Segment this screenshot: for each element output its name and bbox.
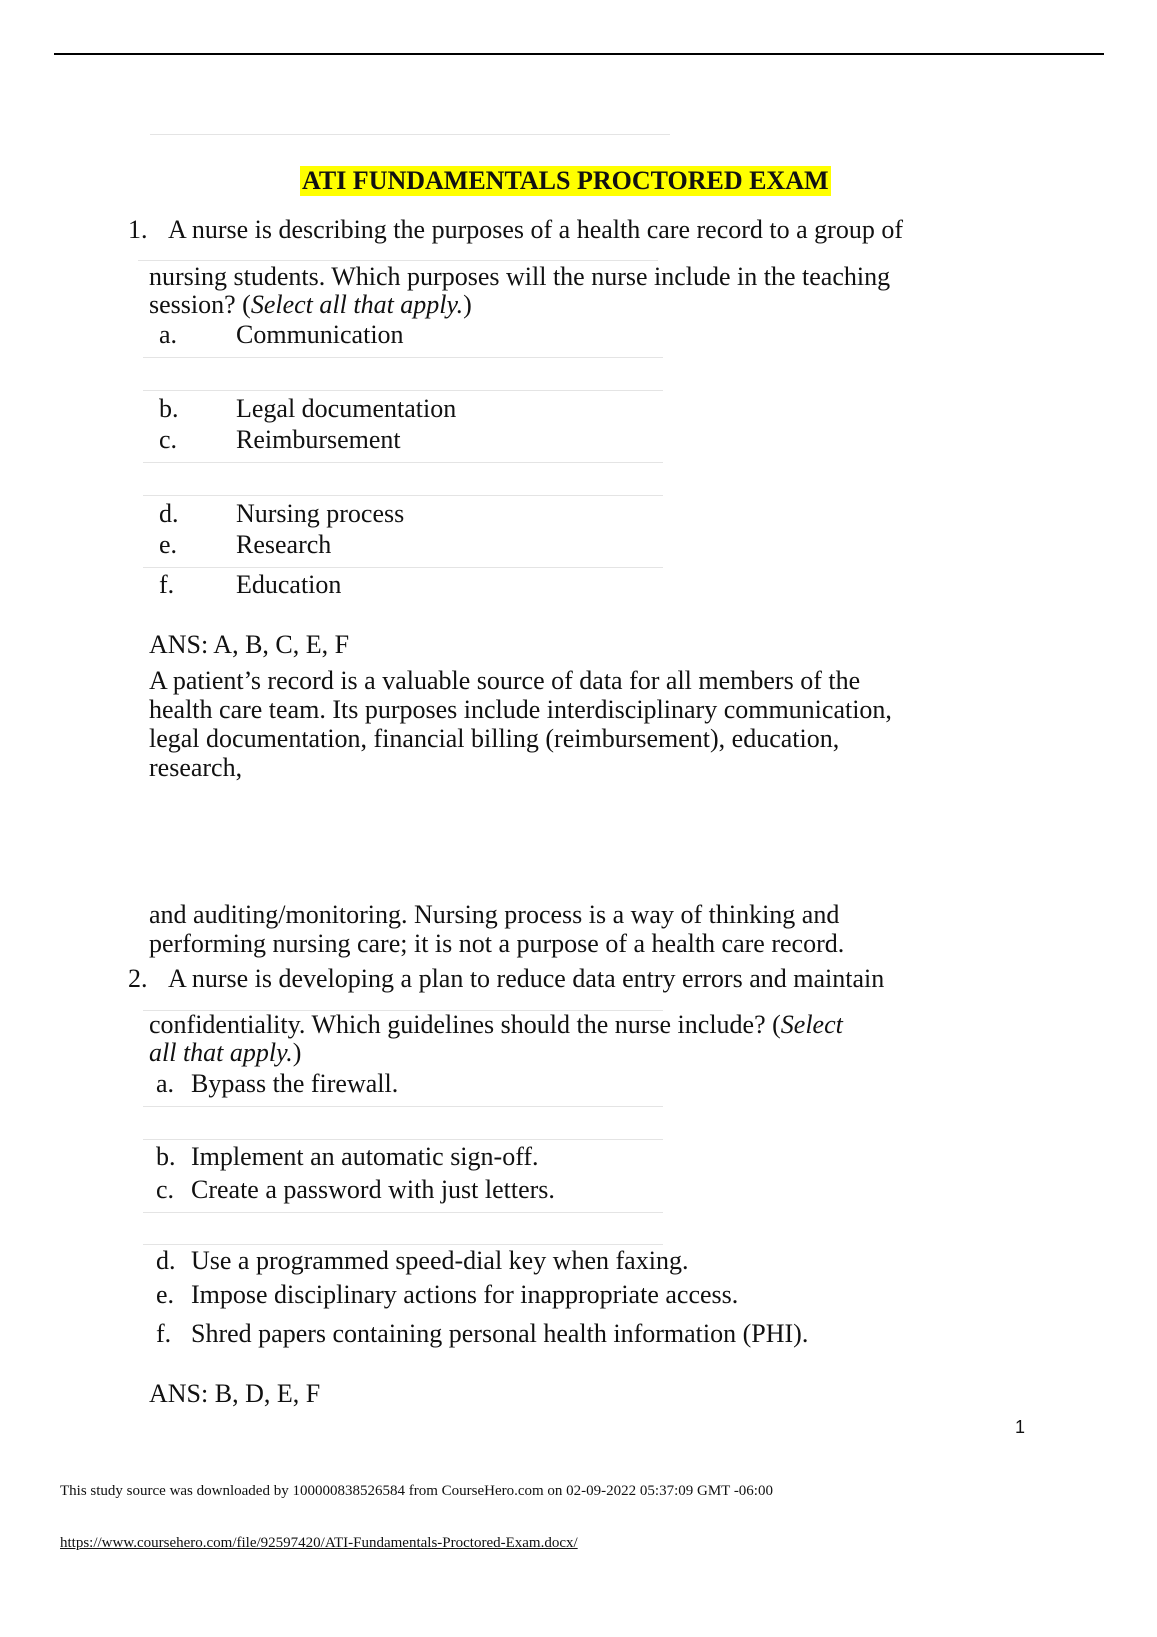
question-stem: A nurse is developing a plan to reduce data entry errors and maintain [168, 964, 885, 993]
answer-key: ANS: B, D, E, F [149, 1379, 321, 1408]
option-text: Research [236, 530, 332, 559]
page-number: 1 [1015, 1417, 1026, 1437]
option-text: Create a password with just letters. [191, 1175, 555, 1204]
option-text: Communication [236, 320, 404, 349]
option-text: Shred papers containing personal health information (PHI). [191, 1319, 809, 1348]
option-letter: e. [159, 530, 178, 559]
question-stem: session? (Select all that apply.) [149, 290, 472, 319]
table-rule [143, 1212, 663, 1213]
option-letter: d. [156, 1246, 176, 1275]
question-number: 1. [128, 215, 148, 244]
option-letter: a. [156, 1069, 175, 1098]
option-letter: f. [159, 570, 175, 599]
question-stem: confidentiality. Which guidelines should the nurse include? (Select [149, 1010, 843, 1039]
option-text: Use a programmed speed-dial key when faxing. [191, 1246, 689, 1275]
option-letter: b. [159, 394, 179, 423]
header-rule [54, 53, 1104, 55]
table-rule [143, 390, 663, 391]
table-rule [138, 260, 658, 261]
option-letter: e. [156, 1280, 175, 1309]
rationale: and auditing/monitoring. Nursing process is a way of thinking and performing nursing care; it is not a purpose of a health care record. [149, 900, 845, 958]
option-letter: b. [156, 1142, 176, 1171]
option-text: Reimbursement [236, 425, 401, 454]
option-text: Impose disciplinary actions for inappropriate access. [191, 1280, 739, 1309]
option-text: Bypass the firewall. [191, 1069, 399, 1098]
option-text: Education [236, 570, 342, 599]
table-rule [143, 1244, 663, 1245]
option-letter: d. [159, 499, 179, 528]
option-text: Legal documentation [236, 394, 457, 423]
table-rule [143, 495, 663, 496]
option-letter: c. [156, 1175, 175, 1204]
option-text: Nursing process [236, 499, 405, 528]
table-rule [143, 1139, 663, 1140]
question-stem: A nurse is describing the purposes of a health care record to a group of [168, 215, 903, 244]
table-rule [143, 462, 663, 463]
answer-key: ANS: A, B, C, E, F [149, 630, 350, 659]
table-rule [150, 134, 670, 135]
table-rule [143, 357, 663, 358]
option-letter: f. [156, 1319, 172, 1348]
question-stem: all that apply.) [149, 1038, 302, 1067]
source-notice: This study source was downloaded by 100000838526584 from CourseHero.com on 02-09-2022 05:37:09 GMT -06:00 [60, 1483, 773, 1499]
option-letter: c. [159, 425, 178, 454]
option-text: Implement an automatic sign-off. [191, 1142, 539, 1171]
rationale: A patient’s record is a valuable source of data for all members of the health care team. Its purposes include interdisciplinary communication, legal documentation, financial billing (reimbursement), education, research, [149, 666, 892, 782]
table-rule [143, 1106, 663, 1107]
question-stem: nursing students. Which purposes will the nurse include in the teaching [149, 262, 891, 291]
document-title: ATI FUNDAMENTALS PROCTORED EXAM [302, 166, 829, 195]
table-rule [143, 567, 663, 568]
source-url-link[interactable]: https://www.coursehero.com/file/92597420/ATI-Fundamentals-Proctored-Exam.docx/ [60, 1535, 578, 1551]
option-letter: a. [159, 320, 178, 349]
question-number: 2. [128, 964, 148, 993]
